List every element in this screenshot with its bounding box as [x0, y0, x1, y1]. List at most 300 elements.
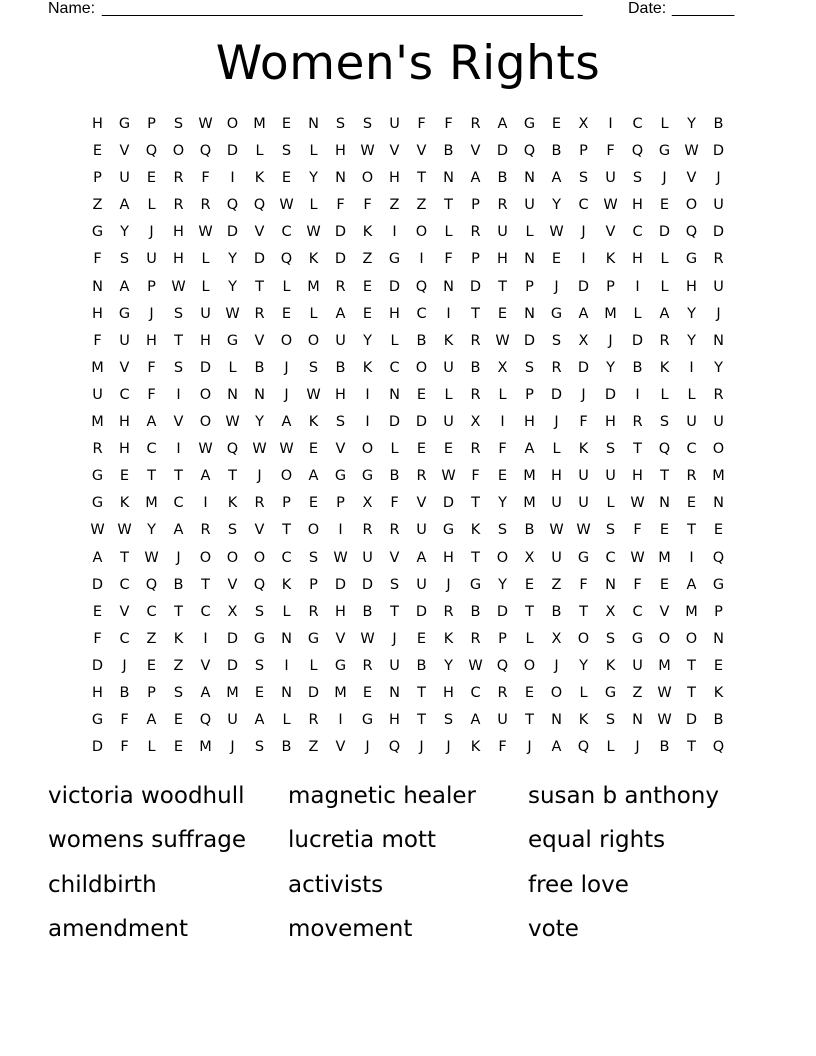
grid-letter: W — [468, 657, 483, 674]
grid-letter: E — [173, 739, 184, 756]
grid-letter: S — [362, 116, 373, 132]
grid-letter: G — [685, 251, 698, 268]
grid-letter: E — [92, 143, 103, 160]
grid-letter: Q — [712, 739, 725, 756]
grid-letter: U — [605, 170, 616, 187]
grid-letter: G — [307, 630, 320, 647]
grid-letter: P — [282, 495, 291, 512]
grid-letter: U — [713, 278, 724, 295]
grid-letter: L — [147, 197, 156, 214]
word-list-item: amendment — [48, 915, 188, 942]
grid-letter: E — [551, 251, 562, 268]
grid-letter: W — [657, 712, 672, 729]
grid-letter: H — [632, 197, 643, 214]
grid-letter: C — [578, 197, 589, 214]
grid-letter: X — [605, 603, 616, 620]
grid-letter: G — [118, 116, 131, 132]
grid-letter: A — [146, 712, 157, 729]
page-title: Women's Rights — [215, 36, 601, 91]
grid-letter: P — [147, 684, 156, 701]
grid-letter: P — [498, 630, 507, 647]
grid-letter: Y — [687, 305, 696, 322]
grid-letter: C — [605, 549, 616, 566]
grid-letter: L — [606, 495, 615, 512]
grid-letter: U — [362, 549, 373, 566]
grid-letter: I — [365, 414, 370, 431]
grid-letter: T — [417, 170, 426, 187]
grid-letter: J — [176, 549, 181, 566]
grid-letter: B — [173, 576, 184, 593]
grid-letter: K — [605, 657, 616, 674]
grid-letter: Q — [145, 576, 158, 593]
grid-letter: Z — [92, 197, 103, 214]
grid-letter: D — [91, 739, 104, 756]
word-search-grid — [84, 111, 732, 761]
grid-letter: H — [92, 684, 103, 701]
grid-letter: E — [416, 386, 427, 403]
grid-letter: A — [254, 712, 265, 729]
grid-letter: J — [284, 386, 289, 403]
grid-letter: K — [254, 170, 265, 187]
grid-letter: V — [335, 441, 346, 458]
grid-letter: D — [388, 414, 401, 431]
grid-letter: R — [497, 197, 508, 214]
grid-letter: U — [416, 576, 427, 593]
grid-letter: W — [90, 522, 105, 539]
grid-letter: H — [335, 143, 346, 160]
grid-letter: D — [415, 603, 428, 620]
grid-letter: F — [579, 414, 588, 431]
grid-letter: U — [146, 251, 157, 268]
grid-letter: S — [578, 170, 589, 187]
grid-letter: T — [228, 468, 237, 485]
grid-letter: G — [577, 549, 590, 566]
word-list-item: activists — [288, 871, 384, 898]
date-blank-line: _______ — [672, 0, 735, 17]
grid-letter: K — [281, 576, 292, 593]
grid-letter: D — [226, 143, 239, 160]
grid-letter: O — [415, 359, 428, 376]
grid-letter: U — [119, 170, 130, 187]
grid-letter: G — [361, 712, 374, 729]
grid-letter: U — [497, 224, 508, 241]
grid-letter: B — [659, 739, 670, 756]
grid-letter: G — [91, 468, 104, 485]
grid-letter: D — [91, 576, 104, 593]
grid-letter: A — [173, 522, 184, 539]
grid-letter: Q — [199, 143, 212, 160]
grid-letter: S — [659, 414, 670, 431]
grid-letter: U — [578, 468, 589, 485]
grid-letter: V — [389, 549, 400, 566]
grid-letter: A — [659, 305, 670, 322]
grid-letter: W — [441, 468, 456, 485]
grid-letter: G — [361, 468, 374, 485]
name-label: Name: — [48, 0, 96, 17]
grid-letter: I — [419, 251, 424, 268]
grid-letter: A — [416, 549, 427, 566]
grid-letter: S — [524, 359, 535, 376]
grid-letter: T — [120, 549, 129, 566]
grid-letter: P — [147, 116, 156, 132]
grid-letter: W — [360, 143, 375, 160]
grid-letter: O — [361, 170, 374, 187]
grid-letter: E — [551, 116, 562, 132]
grid-letter: W — [198, 116, 213, 132]
word-list-item: free love — [528, 871, 629, 898]
grid-letter: Y — [579, 657, 588, 674]
grid-letter: E — [362, 684, 373, 701]
grid-letter: W — [279, 441, 294, 458]
word-list-item: movement — [288, 915, 413, 942]
grid-letter: R — [470, 386, 481, 403]
grid-letter: B — [713, 116, 724, 132]
grid-letter: Y — [687, 116, 696, 132]
grid-letter: I — [338, 712, 343, 729]
grid-letter: E — [254, 684, 265, 701]
grid-letter: N — [659, 495, 670, 512]
grid-letter: Q — [145, 143, 158, 160]
grid-letter: S — [227, 522, 238, 539]
grid-letter: N — [524, 251, 535, 268]
grid-letter: C — [470, 684, 481, 701]
grid-letter: C — [146, 603, 157, 620]
grid-letter: I — [635, 386, 640, 403]
grid-letter: G — [658, 143, 671, 160]
grid-letter: T — [390, 603, 399, 620]
grid-letter: S — [254, 739, 265, 756]
grid-letter: O — [307, 332, 320, 349]
grid-letter: P — [471, 197, 480, 214]
grid-letter: B — [497, 170, 508, 187]
grid-letter: D — [550, 386, 563, 403]
grid-letter: D — [334, 224, 347, 241]
grid-letter: D — [712, 143, 725, 160]
grid-letter: S — [605, 441, 616, 458]
grid-letter: W — [549, 224, 564, 241]
grid-letter: Q — [280, 251, 293, 268]
grid-letter: S — [254, 603, 265, 620]
grid-letter: D — [226, 224, 239, 241]
grid-letter: B — [470, 359, 481, 376]
grid-letter: A — [497, 116, 508, 132]
grid-letter: F — [120, 712, 129, 729]
grid-letter: M — [712, 468, 725, 485]
grid-letter: W — [306, 386, 321, 403]
grid-letter: X — [551, 630, 562, 647]
grid-letter: L — [687, 386, 696, 403]
grid-letter: K — [362, 359, 373, 376]
grid-letter: W — [252, 441, 267, 458]
grid-letter: I — [581, 251, 586, 268]
grid-letter: Y — [255, 414, 264, 431]
grid-letter: E — [281, 170, 292, 187]
grid-letter: F — [633, 522, 642, 539]
grid-letter: Q — [577, 739, 590, 756]
grid-letter: W — [684, 143, 699, 160]
grid-letter: V — [173, 414, 184, 431]
grid-letter: F — [606, 143, 615, 160]
grid-letter: I — [689, 549, 694, 566]
grid-letter: W — [360, 630, 375, 647]
grid-letter: G — [334, 657, 347, 674]
grid-letter: H — [119, 441, 130, 458]
grid-letter: T — [687, 684, 696, 701]
grid-letter: D — [334, 576, 347, 593]
grid-letter: U — [713, 197, 724, 214]
grid-letter: K — [173, 630, 184, 647]
grid-letter: Y — [309, 170, 318, 187]
grid-letter: C — [119, 630, 130, 647]
grid-letter: I — [608, 116, 613, 132]
grid-letter: X — [227, 603, 238, 620]
grid-letter: L — [444, 224, 453, 241]
grid-letter: W — [279, 197, 294, 214]
grid-letter: Q — [388, 739, 401, 756]
grid-letter: V — [605, 224, 616, 241]
grid-letter: F — [93, 251, 102, 268]
grid-letter: E — [497, 305, 508, 322]
grid-letter: V — [659, 603, 670, 620]
grid-letter: V — [335, 630, 346, 647]
grid-letter: F — [147, 386, 156, 403]
grid-letter: O — [658, 630, 671, 647]
grid-letter: R — [362, 657, 373, 674]
grid-letter: Z — [308, 739, 319, 756]
grid-letter: R — [173, 170, 184, 187]
grid-letter: V — [416, 495, 427, 512]
grid-letter: S — [605, 630, 616, 647]
grid-letter: F — [390, 495, 399, 512]
grid-letter: U — [524, 197, 535, 214]
grid-letter: E — [173, 712, 184, 729]
grid-letter: K — [362, 224, 373, 241]
grid-letter: N — [443, 278, 454, 295]
grid-letter: R — [686, 468, 697, 485]
grid-letter: E — [362, 278, 373, 295]
grid-letter: L — [147, 739, 156, 756]
grid-letter: A — [551, 170, 562, 187]
grid-letter: Z — [146, 630, 157, 647]
grid-letter: F — [93, 332, 102, 349]
grid-letter: T — [417, 684, 426, 701]
grid-letter: F — [93, 630, 102, 647]
grid-letter: I — [203, 495, 208, 512]
word-list — [48, 776, 748, 953]
grid-letter: M — [658, 549, 671, 566]
grid-letter: D — [199, 359, 212, 376]
grid-letter: D — [361, 576, 374, 593]
grid-letter: R — [389, 522, 400, 539]
grid-letter: S — [173, 305, 184, 322]
grid-letter: B — [416, 332, 427, 349]
grid-letter: E — [281, 116, 292, 132]
grid-letter: O — [172, 143, 185, 160]
grid-letter: M — [658, 657, 671, 674]
word-list-item: vote — [528, 915, 579, 942]
grid-letter: E — [146, 170, 157, 187]
grid-letter: J — [527, 739, 532, 756]
grid-letter: N — [308, 116, 319, 132]
grid-letter: R — [362, 522, 373, 539]
grid-letter: G — [91, 712, 104, 729]
grid-letter: Y — [363, 332, 372, 349]
grid-letter: E — [497, 468, 508, 485]
grid-letter: F — [363, 197, 372, 214]
grid-letter: Z — [389, 197, 400, 214]
grid-letter: Q — [685, 224, 698, 241]
grid-letter: D — [388, 278, 401, 295]
grid-letter: L — [498, 386, 507, 403]
grid-letter: A — [578, 305, 589, 322]
grid-letter: K — [119, 495, 130, 512]
grid-letter: T — [471, 495, 480, 512]
grid-letter: E — [308, 441, 319, 458]
grid-letter: C — [173, 495, 184, 512]
grid-letter: V — [389, 143, 400, 160]
grid-letter: R — [200, 197, 211, 214]
grid-letter: F — [417, 116, 426, 132]
grid-letter: J — [581, 224, 586, 241]
grid-letter: G — [334, 468, 347, 485]
grid-letter: Q — [199, 712, 212, 729]
grid-letter: R — [92, 441, 103, 458]
grid-letter: Y — [444, 657, 453, 674]
grid-letter: B — [524, 522, 535, 539]
grid-letter: D — [577, 359, 590, 376]
grid-letter: A — [686, 576, 697, 593]
grid-letter: G — [712, 576, 725, 593]
grid-letter: U — [119, 332, 130, 349]
grid-letter: E — [524, 576, 535, 593]
grid-letter: A — [92, 549, 103, 566]
grid-letter: B — [551, 143, 562, 160]
grid-letter: A — [524, 441, 535, 458]
grid-letter: F — [336, 197, 345, 214]
grid-letter: B — [443, 143, 454, 160]
grid-letter: S — [173, 359, 184, 376]
grid-letter: R — [254, 495, 265, 512]
grid-letter: V — [200, 657, 211, 674]
grid-letter: Y — [120, 224, 129, 241]
grid-letter: P — [525, 278, 534, 295]
grid-letter: D — [496, 603, 509, 620]
grid-letter: H — [605, 414, 616, 431]
grid-letter: N — [92, 278, 103, 295]
grid-letter: F — [498, 441, 507, 458]
grid-letter: J — [446, 576, 451, 593]
grid-letter: R — [470, 224, 481, 241]
grid-letter: L — [444, 386, 453, 403]
grid-letter: N — [281, 630, 292, 647]
grid-letter: Q — [658, 441, 671, 458]
grid-letter: A — [308, 468, 319, 485]
grid-letter: S — [497, 522, 508, 539]
grid-letter: U — [497, 712, 508, 729]
grid-letter: A — [335, 305, 346, 322]
grid-letter: C — [632, 224, 643, 241]
grid-letter: X — [578, 116, 589, 132]
grid-letter: E — [659, 522, 670, 539]
grid-letter: E — [281, 305, 292, 322]
grid-letter: R — [308, 603, 319, 620]
word-list-item: victoria woodhull — [48, 783, 245, 809]
grid-letter: L — [660, 251, 669, 268]
grid-letter: D — [442, 495, 455, 512]
grid-letter: O — [199, 414, 212, 431]
grid-letter: S — [308, 549, 319, 566]
grid-letter: W — [117, 522, 132, 539]
grid-letter: S — [173, 116, 184, 132]
grid-letter: M — [145, 495, 158, 512]
grid-letter: L — [660, 278, 669, 295]
grid-letter: L — [660, 386, 669, 403]
name-blank-line: ______________________________________________________ — [102, 0, 583, 17]
grid-letter: G — [226, 332, 239, 349]
grid-letter: E — [92, 603, 103, 620]
grid-letter: W — [171, 278, 186, 295]
grid-letter: A — [119, 278, 130, 295]
grid-letter: C — [281, 224, 292, 241]
grid-letter: U — [335, 332, 346, 349]
grid-letter: E — [443, 441, 454, 458]
grid-letter: W — [576, 522, 591, 539]
grid-letter: V — [119, 603, 130, 620]
grid-letter: E — [524, 684, 535, 701]
grid-letter: T — [471, 549, 480, 566]
grid-letter: P — [93, 170, 102, 187]
grid-letter: L — [309, 657, 318, 674]
grid-letter: L — [660, 116, 669, 132]
grid-letter: S — [551, 332, 562, 349]
grid-letter: F — [471, 468, 480, 485]
grid-letter: T — [633, 441, 642, 458]
grid-letter: R — [632, 414, 643, 431]
grid-letter: Z — [416, 197, 427, 214]
grid-letter: L — [228, 359, 237, 376]
grid-letter: N — [389, 684, 400, 701]
grid-letter: E — [308, 495, 319, 512]
grid-letter: I — [446, 305, 451, 322]
grid-letter: D — [577, 278, 590, 295]
grid-letter: M — [604, 305, 617, 322]
grid-letter: D — [253, 251, 266, 268]
grid-letter: R — [200, 522, 211, 539]
grid-letter: K — [470, 522, 481, 539]
grid-letter: T — [687, 657, 696, 674]
grid-letter: H — [632, 251, 643, 268]
grid-letter: L — [201, 251, 210, 268]
grid-letter: O — [577, 630, 590, 647]
grid-letter: B — [119, 684, 130, 701]
grid-letter: U — [713, 414, 724, 431]
grid-letter: B — [362, 603, 373, 620]
grid-letter: J — [149, 224, 154, 241]
grid-letter: W — [225, 414, 240, 431]
grid-letter: S — [605, 522, 616, 539]
grid-letter: L — [633, 305, 642, 322]
grid-letter: R — [470, 630, 481, 647]
grid-letter: U — [443, 359, 454, 376]
grid-letter: D — [658, 224, 671, 241]
grid-letter: T — [417, 712, 426, 729]
grid-letter: H — [389, 712, 400, 729]
grid-letter: T — [471, 305, 480, 322]
grid-letter: L — [309, 197, 318, 214]
grid-letter: H — [200, 332, 211, 349]
grid-letter: J — [230, 739, 235, 756]
grid-letter: J — [284, 359, 289, 376]
